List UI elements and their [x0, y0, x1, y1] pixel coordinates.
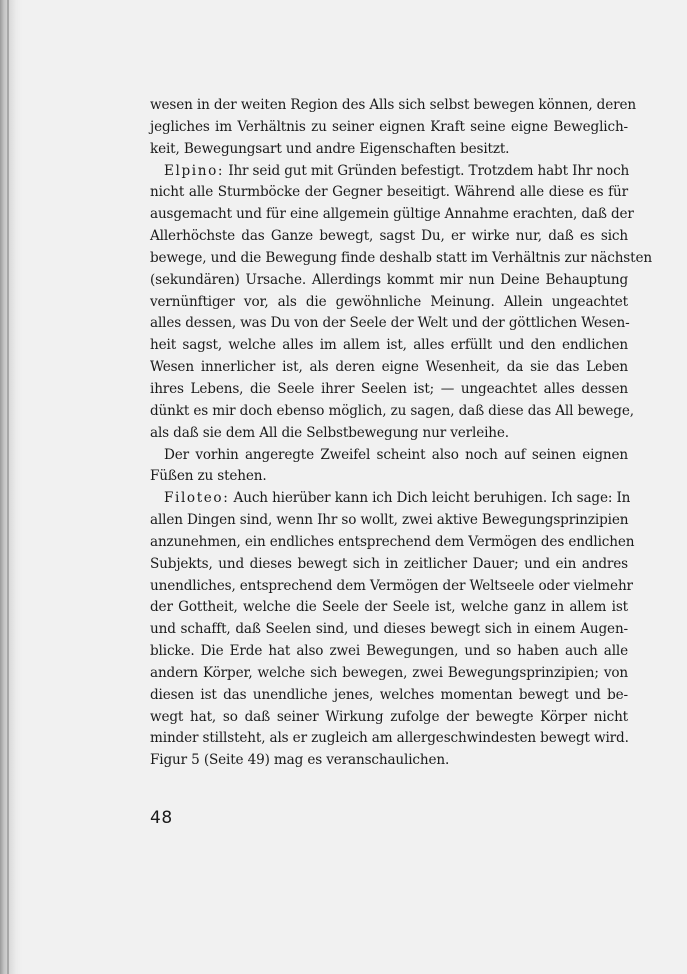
- text-line: allen Dingen sind, wenn Ihr so wollt, zwei aktive Bewegungsprinzipien: [150, 512, 629, 529]
- text-line: ausgemacht und für eine allgemein gültige Annahme erachten, daß der: [150, 206, 634, 223]
- text-line: andern Körper, welche sich bewegen, zwei Bewegungsprinzipien; von: [150, 664, 628, 681]
- text-line: alles dessen, was Du von der Seele der Welt und der göttlichen Wesen-: [150, 315, 630, 332]
- speaker-name: Elpino:: [164, 162, 225, 179]
- text-line: Füßen zu stehen.: [150, 468, 267, 485]
- text-line: keit, Bewegungsart und andre Eigenschaften besitzt.: [150, 140, 510, 157]
- text-line: Der vorhin angeregte Zweifel scheint also noch auf seinen eignen: [164, 446, 628, 463]
- text-line: dünkt es mir doch ebenso möglich, zu sagen, daß diese das All bewege,: [150, 402, 634, 419]
- speech-text: Ihr seid gut mit Gründen befestigt. Trotzdem habt Ihr noch: [224, 162, 630, 179]
- scan-binding-shadow: [0, 0, 22, 974]
- text-line: Subjekts, und dieses bewegt sich in zeitlicher Dauer; und ein andres: [150, 555, 628, 572]
- speech-text: Auch hierüber kann ich Dich leicht beruhigen. Ich sage: In: [229, 490, 631, 507]
- speaker-name: Filoteo:: [164, 490, 230, 507]
- scan-binding-line: [7, 0, 9, 974]
- text-line: diesen ist das unendliche jenes, welches momentan bewegt und be-: [150, 686, 628, 703]
- text-line: Figur 5 (Seite 49) mag es veranschaulichen.: [150, 752, 450, 769]
- page-number: 48: [150, 808, 173, 828]
- text-line: (sekundären) Ursache. Allerdings kommt mir nun Deine Behauptung: [150, 271, 628, 288]
- text-line: bewege, und die Bewegung finde deshalb statt im Verhältnis zur nächsten: [150, 249, 652, 266]
- text-line: und schafft, daß Seelen sind, und dieses bewegt sich in einem Augen-: [150, 621, 628, 638]
- text-line: anzunehmen, ein endliches entsprechend dem Vermögen des endlichen: [150, 533, 635, 550]
- text-line: wegt hat, so daß seiner Wirkung zufolge der bewegte Körper nicht: [150, 708, 628, 725]
- text-line: vernünftiger vor, als die gewöhnliche Meinung. Allein ungeachtet: [150, 293, 628, 310]
- text-line: wesen in der weiten Region des Alls sich selbst bewegen können, deren: [150, 97, 636, 113]
- text-line: nicht alle Sturmböcke der Gegner beseitigt. Während alle diese es für: [150, 184, 628, 201]
- text-line: Wesen innerlicher ist, als deren eigne Wesenheit, da sie das Leben: [150, 359, 628, 376]
- text-line-speaker: [150, 488, 631, 510]
- text-line: minder stillsteht, als er zugleich am allergeschwindesten bewegt wird.: [150, 730, 629, 747]
- text-line: blicke. Die Erde hat also zwei Bewegungen, und so haben auch alle: [150, 643, 628, 660]
- text-line: unendliches, entsprechend dem Vermögen der Weltseele oder vielmehr: [150, 577, 633, 594]
- text-line: jegliches im Verhältnis zu seiner eignen Kraft seine eigne Beweglich-: [150, 118, 628, 135]
- page-body: [150, 95, 652, 772]
- text-line: heit sagst, welche alles im allem ist, alles erfüllt und den endlichen: [150, 337, 628, 354]
- text-line-speaker: [150, 161, 628, 183]
- text-line: Allerhöchste das Ganze bewegt, sagst Du, er wirke nur, daß es sich: [150, 228, 628, 245]
- text-line: als daß sie dem All die Selbstbewegung nur verleihe.: [150, 424, 509, 441]
- text-line: der Gottheit, welche die Seele der Seele ist, welche ganz in allem ist: [150, 599, 628, 616]
- text-line: ihres Lebens, die Seele ihrer Seelen ist; — ungeachtet alles dessen: [150, 380, 628, 397]
